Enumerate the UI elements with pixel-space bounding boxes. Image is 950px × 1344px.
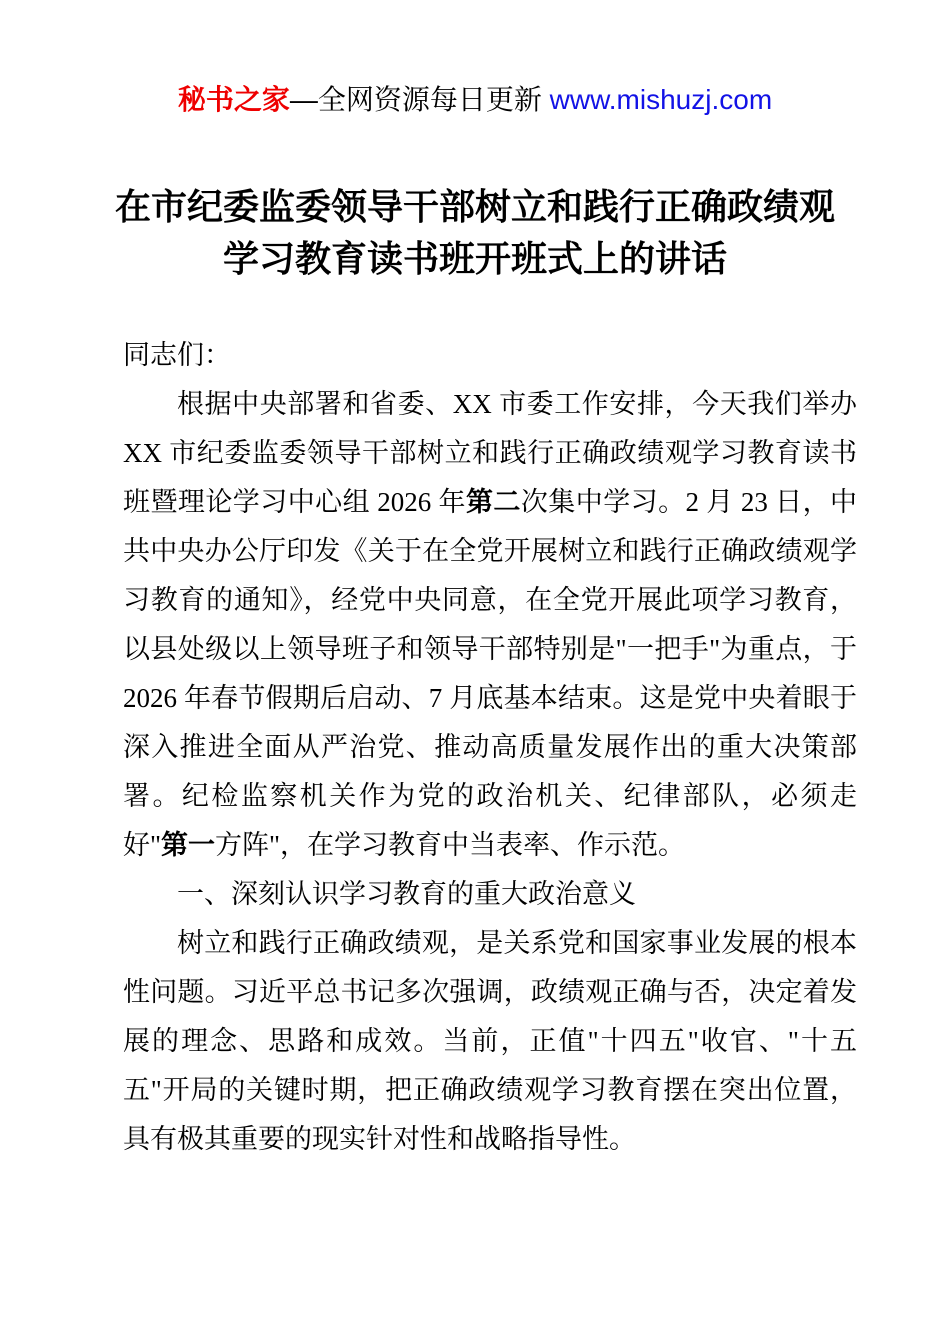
header-dash: — — [289, 84, 318, 115]
section-heading-1: 一、深刻认识学习教育的重大政治意义 — [177, 879, 636, 909]
document-title-line2: 学习教育读书班开班式上的讲话 — [222, 238, 727, 279]
site-header — [0, 84, 950, 117]
document-body — [0, 331, 950, 1164]
site-brand: 秘书之家 — [177, 84, 290, 115]
site-url[interactable]: www.mishuzj.com — [549, 84, 773, 115]
paragraph-1: 根据中央部署和省委、XX 市委工作安排，今天我们举办 XX 市纪委监委领导干部树立和践行正确政绩观学习教育读书班暨理论学习中心组 2026 年第二次集中学习。2 月 23 日，中共中央办公厅印发《关于在全党开展树立和践行正确政绩观学习教育的通知》，经党中央同意，在全党开展此项学习教育，以县处级以上领导班子和领导干部特别是"一把手"为重点，于 2026 年春节假期后启动、7 月底基本结束。这是党中央着眼于深入推进全面从严治党、推动高质量发展作出的重大决策部署。纪检监察机关作为党的政治机关、纪律部队，必须走好"第一方阵"，在学习教育中当表率、作示范。 — [123, 389, 858, 860]
salutation: 同志们： — [123, 340, 231, 370]
document-title — [0, 181, 950, 285]
document-title-line1: 在市纪委监委领导干部树立和践行正确政绩观 — [114, 186, 835, 227]
header-space — [542, 84, 550, 115]
header-tagline: 全网资源每日更新 — [317, 84, 542, 115]
paragraph-2: 树立和践行正确政绩观，是关系党和国家事业发展的根本性问题。习近平总书记多次强调，政绩观正确与否，决定着发展的理念、思路和成效。当前，正值"十四五"收官、"十五五"开局的关键时期，把正确政绩观学习教育摆在突出位置，具有极其重要的现实针对性和战略指导性。 — [123, 928, 857, 1154]
